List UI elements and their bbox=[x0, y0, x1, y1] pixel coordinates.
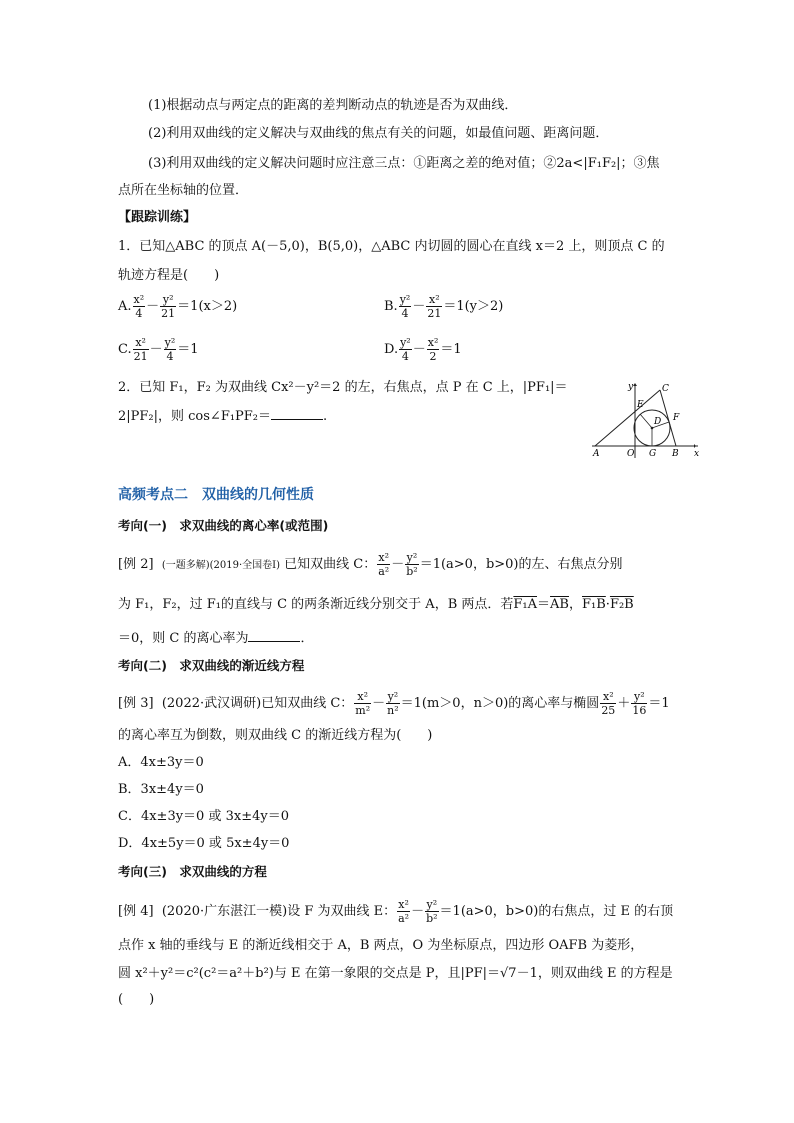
label-b: B bbox=[672, 449, 679, 459]
example-3-line1: [例 3] (2022·武汉调研)已知双曲线 C： $\frac{\text{x²}}{\text{m²}}$ － $\frac{\text{y²}}{\text{n²}}$ ＝1(m＞0，n＞0)的离心率与椭圆 $\frac{\text{x²}}{25}$ ＋ $\frac{\text{y²}}{16}$ ＝1 bbox=[118, 690, 670, 717]
direction-1: 考向(一) 求双曲线的离心率(或范围) bbox=[118, 518, 329, 533]
example-4-line3: 圆 x²＋y²＝c²(c²＝a²＋b²)与 E 在第一象限的交点是 P，且|PF|＝√7－1，则双曲线 E 的方程是 bbox=[118, 966, 673, 981]
answer-blank bbox=[271, 407, 323, 420]
label-c: C bbox=[662, 384, 669, 394]
example-4-line1: [例 4] (2020·广东湛江一模)设 F 为双曲线 E： $\frac{\text{x²}}{\text{a²}}$ － $\frac{\text{y²}}{\text{b²}}$ ＝1(a>0，b>0)的右焦点，过 E 的右顶 bbox=[118, 898, 674, 925]
example-3-option-a: A．4x±3y＝0 bbox=[118, 755, 204, 770]
q1-option-d: D. $\frac{\text{y²}}{4}$ － $\frac{\text{x²}}{2}$ ＝1 bbox=[384, 336, 462, 363]
intro-p2: (2)利用双曲线的定义解决与双曲线的焦点有关的问题，如最值问题、距离问题． bbox=[148, 126, 609, 141]
example-3-line2: 的离心率互为倒数，则双曲线 C 的渐近线方程为( ) bbox=[118, 728, 433, 743]
label-x: x bbox=[694, 449, 700, 459]
label-y: y bbox=[628, 382, 634, 392]
label-a: A bbox=[593, 449, 600, 459]
q1-option-b: B. $\frac{\text{y²}}{4}$ － $\frac{\text{x²}}{21}$ ＝1(y＞2) bbox=[384, 293, 504, 320]
q1-line2: 轨迹方程是( ) bbox=[118, 268, 220, 283]
incircle-figure bbox=[590, 380, 702, 460]
tracking-heading: 【跟踪训练】 bbox=[118, 210, 197, 225]
answer-blank-2 bbox=[248, 629, 300, 642]
label-e: E bbox=[637, 400, 644, 410]
q2-line1: 2．已知 F₁，F₂ 为双曲线 Cx²－y²＝2 的左，右焦点，点 P 在 C 上，|PF₁|＝ bbox=[118, 380, 568, 395]
q1-option-a: A. $\frac{\text{x²}}{4}$ － $\frac{\text{y²}}{21}$ ＝1(x＞2) bbox=[118, 293, 238, 320]
example-3-option-b: B．3x±4y＝0 bbox=[118, 782, 204, 797]
direction-3: 考向(三) 求双曲线的方程 bbox=[118, 864, 267, 879]
label-f: F bbox=[673, 413, 680, 423]
intro-p3a: (3)利用双曲线的定义解决问题时应注意三点：①距离之差的绝对值；②2a<|F₁F₂|；③焦 bbox=[148, 156, 660, 171]
section-title: 高频考点二 双曲线的几何性质 bbox=[118, 487, 314, 503]
direction-2: 考向(二) 求双曲线的渐近线方程 bbox=[118, 658, 305, 673]
q1-line1: 1．已知△ABC 的顶点 A(－5,0)，B(5,0)，△ABC 内切圆的圆心在直线 x＝2 上，则顶点 C 的 bbox=[118, 239, 665, 254]
label-o: O bbox=[627, 449, 635, 459]
example-3-option-c: C．4x±3y＝0 或 3x±4y＝0 bbox=[118, 809, 289, 824]
intro-p3b: 点所在坐标轴的位置． bbox=[118, 183, 249, 198]
label-d: D bbox=[654, 417, 662, 427]
label-g: G bbox=[649, 449, 657, 459]
q2-line2: 2|PF₂|，则 cos∠F₁PF₂＝ . bbox=[118, 409, 328, 424]
example-2-line2: 为 F₁，F₂，过 F₁的直线与 C 的两条渐近线分别交于 A，B 两点．若$F_1A=\overline{AB}$，F₁B·F₂B bbox=[118, 597, 634, 612]
example-2-line3: ＝0，则 C 的离心率为 ． bbox=[118, 631, 314, 646]
q1-option-c: C. $\frac{\text{x²}}{21}$ － $\frac{\text{y²}}{4}$ ＝1 bbox=[118, 336, 199, 363]
example-4-line2: 点作 x 轴的垂线与 E 的渐近线相交于 A，B 两点，O 为坐标原点，四边形 OAFB 为菱形， bbox=[118, 938, 644, 953]
intro-p1: (1)根据动点与两定点的距离的差判断动点的轨迹是否为双曲线． bbox=[148, 98, 518, 113]
example-2-line1: [例 2] (一题多解)(2019·全国卷Ⅰ) 已知双曲线 C： $\frac{\text{x²}}{\text{a²}}$ － $\frac{\text{y²}}{\text{b²}}$ ＝1(a>0，b>0)的左、右焦点分别 bbox=[118, 551, 623, 578]
example-4-line4: ( ) bbox=[118, 992, 155, 1007]
example-3-option-d: D．4x±5y＝0 或 5x±4y＝0 bbox=[118, 836, 290, 851]
